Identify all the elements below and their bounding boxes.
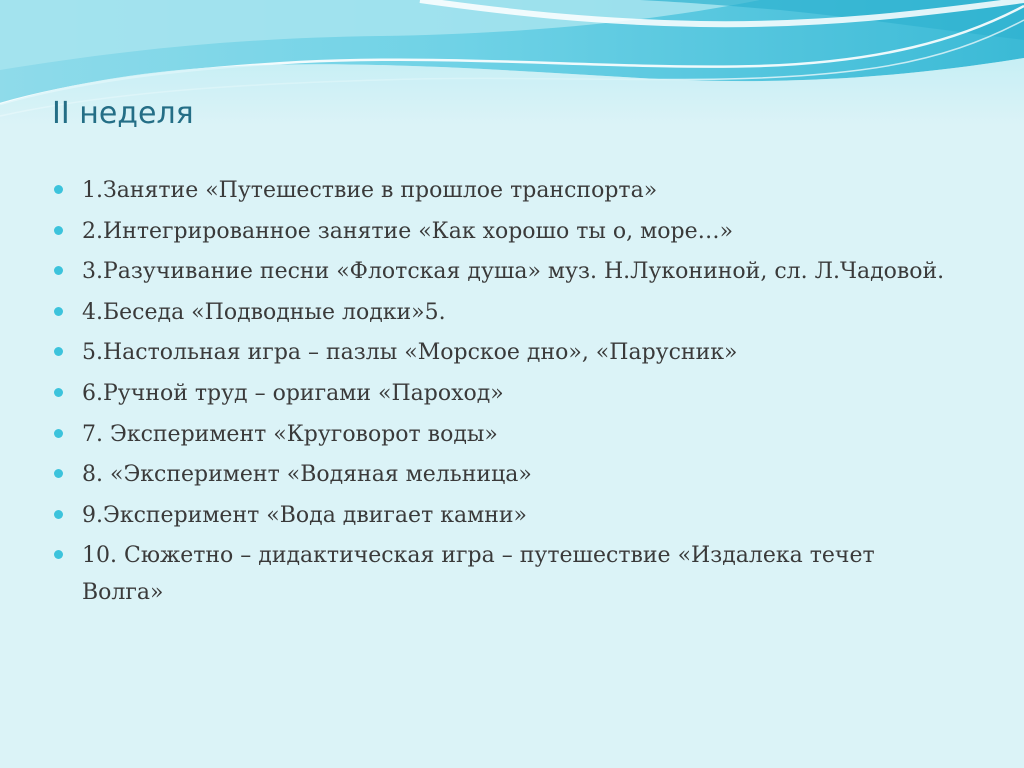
bullet-dot-icon xyxy=(54,550,63,559)
list-item-text: 8. «Эксперимент «Водяная мельница» xyxy=(82,462,532,488)
bullet-dot-icon xyxy=(54,185,63,194)
list-item-text: 10. Сюжетно – дидактическая игра – путешествие «Издалека течет Волга» xyxy=(82,543,875,606)
list-item-text: 4.Беседа «Подводные лодки»5. xyxy=(82,299,446,325)
list-item-text: 1.Занятие «Путешествие в прошлое транспорта» xyxy=(82,178,658,203)
list-item xyxy=(52,334,962,371)
list-item xyxy=(52,497,962,534)
list-item-text: 9.Эксперимент «Вода двигает камни» xyxy=(82,502,527,528)
list-item xyxy=(52,416,962,453)
list-item-text: 6.Ручной труд – оригами «Пароход» xyxy=(82,380,504,406)
bullet-dot-icon xyxy=(54,347,63,356)
bullet-dot-icon xyxy=(54,429,63,438)
bullet-dot-icon xyxy=(54,307,63,316)
list-item xyxy=(52,456,962,493)
bullet-dot-icon xyxy=(54,469,63,478)
list-item-text: 3.Разучивание песни «Флотская душа» муз. Н.Лукониной, сл. Л.Чадовой. xyxy=(82,259,945,285)
list-item-text: 2.Интегрированное занятие «Как хорошо ты о, море…» xyxy=(82,218,734,244)
list-item xyxy=(52,213,962,250)
list-item-text: 5.Настольная игра – пазлы «Морское дно», «Парусник» xyxy=(82,340,738,366)
slide-title: II неделя xyxy=(52,96,194,131)
list-item xyxy=(52,294,962,331)
bullet-dot-icon xyxy=(54,388,63,397)
list-item xyxy=(52,375,962,412)
list-item xyxy=(52,253,962,290)
bullet-dot-icon xyxy=(54,226,63,235)
list-item xyxy=(52,172,962,209)
list-item xyxy=(52,537,962,611)
bullet-list xyxy=(52,172,962,615)
bullet-dot-icon xyxy=(54,266,63,275)
bullet-dot-icon xyxy=(54,510,63,519)
list-item-text: 7. Эксперимент «Круговорот воды» xyxy=(82,421,498,447)
